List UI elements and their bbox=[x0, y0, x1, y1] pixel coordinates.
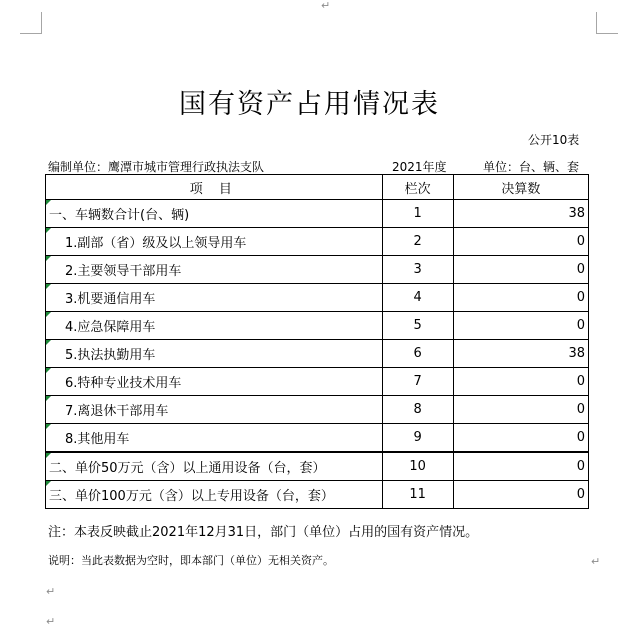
page-corner-mark-top-right bbox=[596, 12, 618, 34]
fiscal-year: 2021年度 bbox=[392, 160, 447, 174]
table-row bbox=[46, 228, 589, 256]
row-seq: 3 bbox=[382, 256, 453, 284]
header-value: 决算数 bbox=[453, 175, 588, 200]
row-value: 0 bbox=[453, 424, 588, 453]
table-note: 注：本表反映截止2021年12月31日，部门（单位）占用的国有资产情况。 bbox=[48, 525, 479, 540]
row-item: 3.机要通信用车 bbox=[46, 284, 383, 312]
asset-table bbox=[45, 174, 589, 509]
row-value: 38 bbox=[453, 200, 588, 228]
row-value: 0 bbox=[453, 368, 588, 396]
row-seq: 4 bbox=[382, 284, 453, 312]
row-value: 0 bbox=[453, 284, 588, 312]
header-item: 项 目 bbox=[46, 175, 383, 200]
table-header-row bbox=[46, 175, 589, 200]
paragraph-mark-icon: ↵ bbox=[321, 0, 331, 12]
row-item: 8.其他用车 bbox=[46, 424, 383, 453]
row-seq: 10 bbox=[382, 452, 453, 481]
row-item: 2.主要领导干部用车 bbox=[46, 256, 383, 284]
row-seq: 8 bbox=[382, 396, 453, 424]
table-row bbox=[46, 424, 589, 453]
paragraph-mark-icon: ↵ bbox=[591, 555, 601, 568]
row-item: 6.特种专业技术用车 bbox=[46, 368, 383, 396]
measure-unit: 单位：台、辆、套 bbox=[483, 160, 580, 174]
row-seq: 9 bbox=[382, 424, 453, 453]
document-title: 国有资产占用情况表 bbox=[179, 89, 440, 120]
row-value: 0 bbox=[453, 481, 588, 509]
row-value: 38 bbox=[453, 340, 588, 368]
row-seq: 11 bbox=[382, 481, 453, 509]
table-row bbox=[46, 312, 589, 340]
table-explanation: 说明：当此表数据为空时，即本部门（单位）无相关资产。 bbox=[48, 554, 334, 567]
row-seq: 1 bbox=[382, 200, 453, 228]
row-item: 三、单价100万元（含）以上专用设备（台，套） bbox=[46, 481, 383, 509]
table-row bbox=[46, 256, 589, 284]
table-row bbox=[46, 396, 589, 424]
paragraph-mark-icon: ↵ bbox=[46, 615, 56, 628]
row-item: 5.执法执勤用车 bbox=[46, 340, 383, 368]
page-corner-mark-top-left bbox=[20, 12, 42, 34]
compiling-unit: 编制单位：鹰潭市城市管理行政执法支队 bbox=[48, 160, 265, 174]
row-value: 0 bbox=[453, 396, 588, 424]
table-row bbox=[46, 284, 589, 312]
row-item: 1.副部（省）级及以上领导用车 bbox=[46, 228, 383, 256]
table-row bbox=[46, 452, 589, 481]
paragraph-mark-icon: ↵ bbox=[46, 585, 56, 598]
row-seq: 2 bbox=[382, 228, 453, 256]
row-item: 4.应急保障用车 bbox=[46, 312, 383, 340]
row-value: 0 bbox=[453, 256, 588, 284]
row-value: 0 bbox=[453, 312, 588, 340]
form-code: 公开10表 bbox=[528, 133, 580, 147]
row-seq: 6 bbox=[382, 340, 453, 368]
table-row bbox=[46, 368, 589, 396]
row-item: 7.离退休干部用车 bbox=[46, 396, 383, 424]
row-value: 0 bbox=[453, 452, 588, 481]
table-row bbox=[46, 200, 589, 228]
row-item: 一、车辆数合计(台、辆) bbox=[46, 200, 383, 228]
table-row bbox=[46, 481, 589, 509]
header-seq: 栏次 bbox=[382, 175, 453, 200]
row-seq: 5 bbox=[382, 312, 453, 340]
row-value: 0 bbox=[453, 228, 588, 256]
row-item: 二、单价50万元（含）以上通用设备（台，套） bbox=[46, 452, 383, 481]
row-seq: 7 bbox=[382, 368, 453, 396]
table-row bbox=[46, 340, 589, 368]
